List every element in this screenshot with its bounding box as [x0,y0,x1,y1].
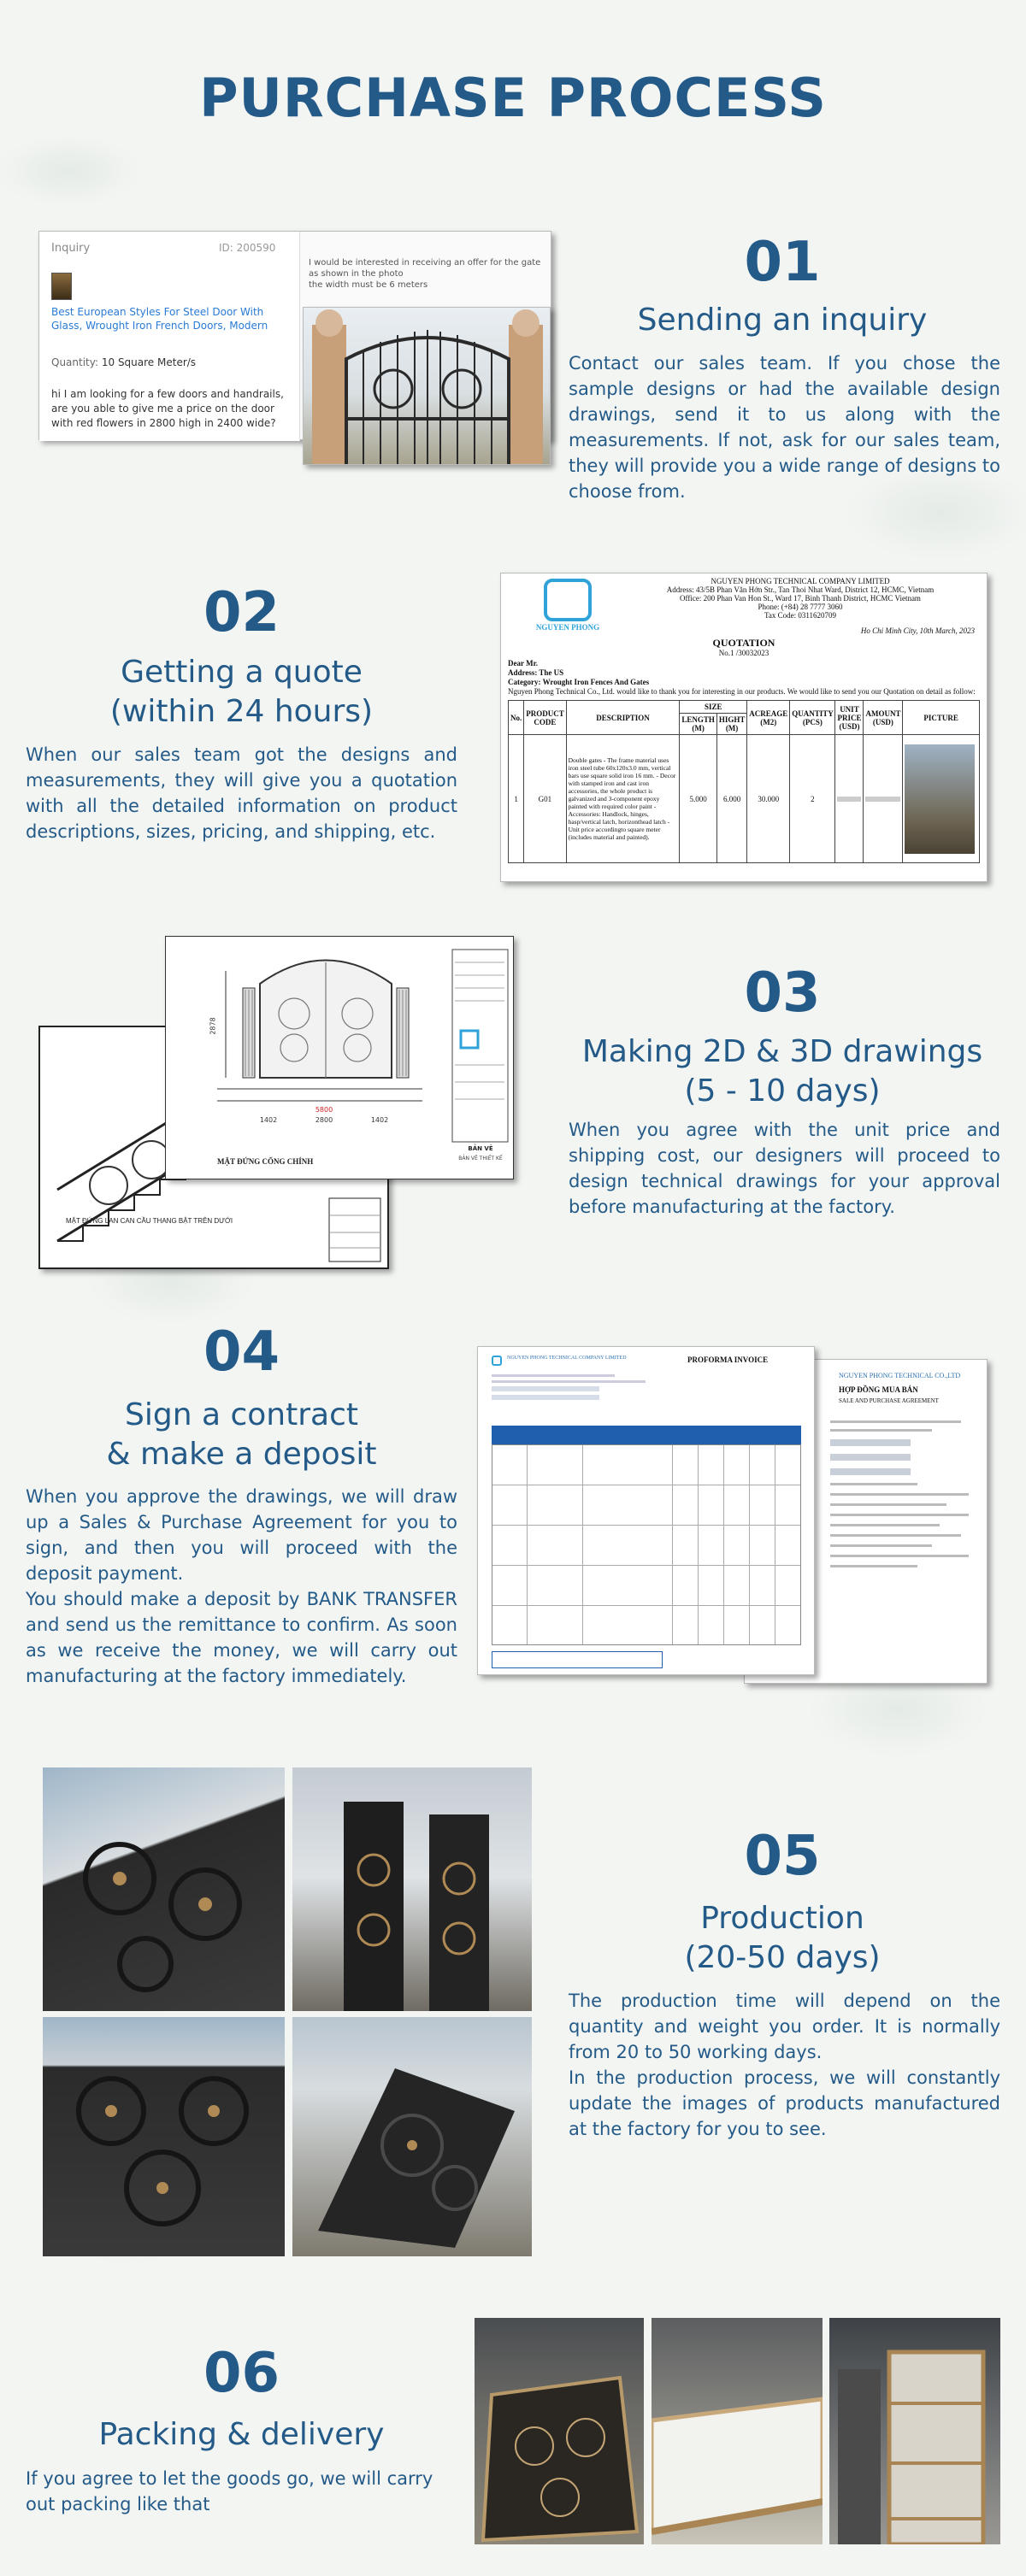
inquiry-card [38,231,551,440]
drawing-caption-side: MẶT ĐỨNG LAN CAN CẦU THANG BẬT TRÊN DƯỚI [66,1217,233,1225]
packing-photo-2 [652,2318,823,2544]
invoice-table [492,1444,801,1645]
step-06-body: If you agree to let the goods go, we will carry out packing like that [26,2468,433,2514]
quotation-dear: Dear Mr. [508,659,538,668]
contract-company: NGUYEN PHONG TECHNICAL CO.,LTD [839,1372,961,1379]
gate-photo [303,307,551,465]
th-amount: AMOUNT (USD) [864,701,903,735]
step-05-body-1: The production time will depend on the quantity and weight you order. It is normally from 20 to 50 working days. [569,1991,1000,2062]
inquiry-reply [309,257,544,291]
invoice-company: NGUYEN PHONG TECHNICAL COMPANY LIMITED [507,1356,627,1361]
quotation-table [508,700,980,863]
company-office: Office: 200 Phan Van Hon St., Ward 17, Binh Thanh District, HCMC Vietnam [680,594,921,603]
inquiry-reply-text: I would be interested in receiving an offer for the gate as shown in the photo [309,258,541,279]
production-photo-1 [43,1767,285,2011]
th-acreage: ACREAGE (M2) [747,701,790,735]
step-03-number: 03 [744,962,821,1025]
pillar-photo-illustration [292,1767,532,2011]
quotation-address-to: Address: The US [508,668,564,677]
quotation-date: Ho Chi Minh City, 10th March, 2023 [860,626,975,635]
cell-picture [903,735,980,863]
step-02-heading-line2: (within 24 hours) [109,694,374,729]
gate-photo-illustration [43,1767,285,2011]
invoice-notes [492,1651,663,1668]
step-05-body-2: In the production process, we will constantly update the images of products manufactured at the factory for you to see. [569,2067,1000,2139]
step-04-heading-line1: Sign a contract [125,1397,358,1432]
crate-illustration-2 [652,2318,823,2544]
dim-c: 1402 [370,1116,389,1124]
invoice-header-row [492,1426,801,1444]
step-04-heading-line2: & make a deposit [106,1437,377,1472]
packing-photo-1 [475,2318,644,2544]
step-05-heading-line1: Production [700,1901,864,1936]
step-01-heading: Sending an inquiry [637,303,928,338]
th-picture: PICTURE [903,701,980,735]
gate-thumbnail [905,744,975,854]
drawing-title-block: BẢN VẼ [468,1145,493,1152]
table-row [509,735,980,863]
inquiry-id: ID: 200590 [219,242,276,254]
contract-title: HỢP ĐỒNG MUA BÁN [839,1385,918,1394]
production-photo-2 [292,1767,532,2011]
company-phone: Phone: (+84) 28 7777 3060 [758,603,843,611]
step-01-body: Contact our sales team. If you chose the sample designs or had the available design drawings, send it to us along with the measurements. If not, ask for our sales team, they will provide you a wide range of designs to choose from. [569,353,1000,502]
gate-front-drawing [166,937,513,1179]
company-tax: Tax Code: 0311620709 [764,611,837,620]
cell-acreage: 30.000 [747,735,790,863]
gate-panel-illustration [43,2017,285,2256]
drawing-caption-front: MẶT ĐỨNG CỔNG CHÍNH [217,1157,314,1166]
production-photo-3 [43,2017,285,2256]
inquiry-message: hi I am looking for a few doors and handrails, are you able to give me a price on the door with red flowers in 2800 high in 2400 wide? [51,388,284,429]
step-06-heading: Packing & delivery [98,2417,385,2452]
cell-description: Double gates - The frame material uses iron steel tube 60x120x3.0 mm, vertical bars use square solid iron 16 mm. - Decor with stamped iron and cast iron accessories, the whole product is galvanized and 3-component epoxy painted with required color paint - Accessories: Handlock, hinges, hasp/vertical latch, horizonthead latch - Unit price accordingto square meter (includes material and painted). [566,735,680,863]
cell-length: 5.000 [680,735,717,863]
cell-amount [864,735,903,863]
gate-frame-illustration [292,2017,532,2256]
quotation-number: No.1 /30032023 [718,649,770,657]
cell-code: G01 [524,735,566,863]
step-06-number: 06 [203,2342,280,2405]
invoice-logo [492,1356,502,1366]
quotation-document [500,573,988,882]
step-02-number: 02 [203,581,280,644]
step-03-heading-line2: (5 - 10 days) [684,1073,881,1109]
proforma-invoice [477,1346,815,1675]
step-02-heading-line1: Getting a quote [121,655,363,690]
page-title: PURCHASE PROCESS [199,67,827,129]
invoice-title: PROFORMA INVOICE [687,1356,769,1364]
cell-no: 1 [509,735,524,863]
th-quantity: QUANTITY (PCS) [790,701,835,735]
th-height: HIGHT (M) [716,714,746,735]
step-05-number: 05 [744,1825,821,1888]
th-code: PRODUCT CODE [524,701,566,735]
inquiry-label: Inquiry [51,242,91,255]
contract-subtitle: SALE AND PURCHASE AGREEMENT [839,1397,939,1404]
product-link[interactable]: Best European Styles For Steel Door With Glass, Wrought Iron French Doors, Modern [51,306,268,332]
step-01-number: 01 [744,231,821,294]
step-03-heading-line1: Making 2D & 3D drawings [581,1034,983,1069]
th-size: SIZE [680,701,747,714]
company-logo [544,579,592,621]
step-04-body-1: When you approve the drawings, we will draw up a Sales & Purchase Agreement for you to sign, and then you will proceed with the deposit payment. [26,1486,457,1584]
crate-illustration-1 [475,2318,644,2544]
dim-height: 2878 [209,1017,217,1035]
quotation-title: QUOTATION [712,637,775,649]
quantity-value: 10 Square Meter/s [101,356,197,368]
th-unit-price: UNIT PRICE (USD) [835,701,864,735]
crate-illustration-3 [829,2318,1000,2544]
dim-total: 5800 [315,1106,333,1114]
cell-unit-price [835,735,864,863]
th-no: No. [509,701,524,735]
quotation-category: Category: Wrought Iron Fences And Gates [508,678,650,686]
drawing-note: BẢN VẼ THIẾT KẾ [458,1156,503,1162]
dim-a: 1402 [259,1116,278,1124]
contract-lines [830,1414,976,1575]
step-04-body-2: You should make a deposit by BANK TRANSFER and send us the remittance to confirm. As soon as we receive the money, we will carry out manufacturing at the factory immediately. [26,1589,457,1686]
quantity-label: Quantity: [51,356,99,368]
production-photo-4 [292,2017,532,2256]
packing-photo-3 [829,2318,1000,2544]
quotation-intro: Nguyen Phong Technical Co., Ltd. would like to thank you for interesting in our products. We would like to send you our Quotation on detail as follow: [508,687,976,696]
step-03-body: When you agree with the unit price and shipping cost, our designers will proceed to design technical drawings for your approval before manufacturing at the factory. [569,1120,1000,1217]
logo-text: NGUYEN PHONG [535,623,600,632]
cell-quantity: 2 [790,735,835,863]
step-02-body: When our sales team got the designs and measurements, they will give you a quotation with all the detailed information on product descriptions, sizes, pricing, and shipping, etc. [26,744,457,842]
step-05-heading-line2: (20-50 days) [684,1940,881,1975]
cell-height: 6.000 [716,735,746,863]
th-length: LENGTH (M) [680,714,717,735]
company-address: Address: 43/5B Phan Văn Hớn Str., Tan Thoi Nhat Ward, District 12, HCMC, Vietnam [666,585,935,594]
th-description: DESCRIPTION [566,701,680,735]
drawing-sheet-front [165,936,514,1179]
product-thumbnail [51,273,72,300]
dim-b: 2800 [315,1116,333,1124]
inquiry-reply-text-2: the width must be 6 meters [309,280,428,290]
step-04-number: 04 [203,1320,280,1384]
company-name: NGUYEN PHONG TECHNICAL COMPANY LIMITED [711,577,890,585]
gate-illustration [304,308,551,465]
